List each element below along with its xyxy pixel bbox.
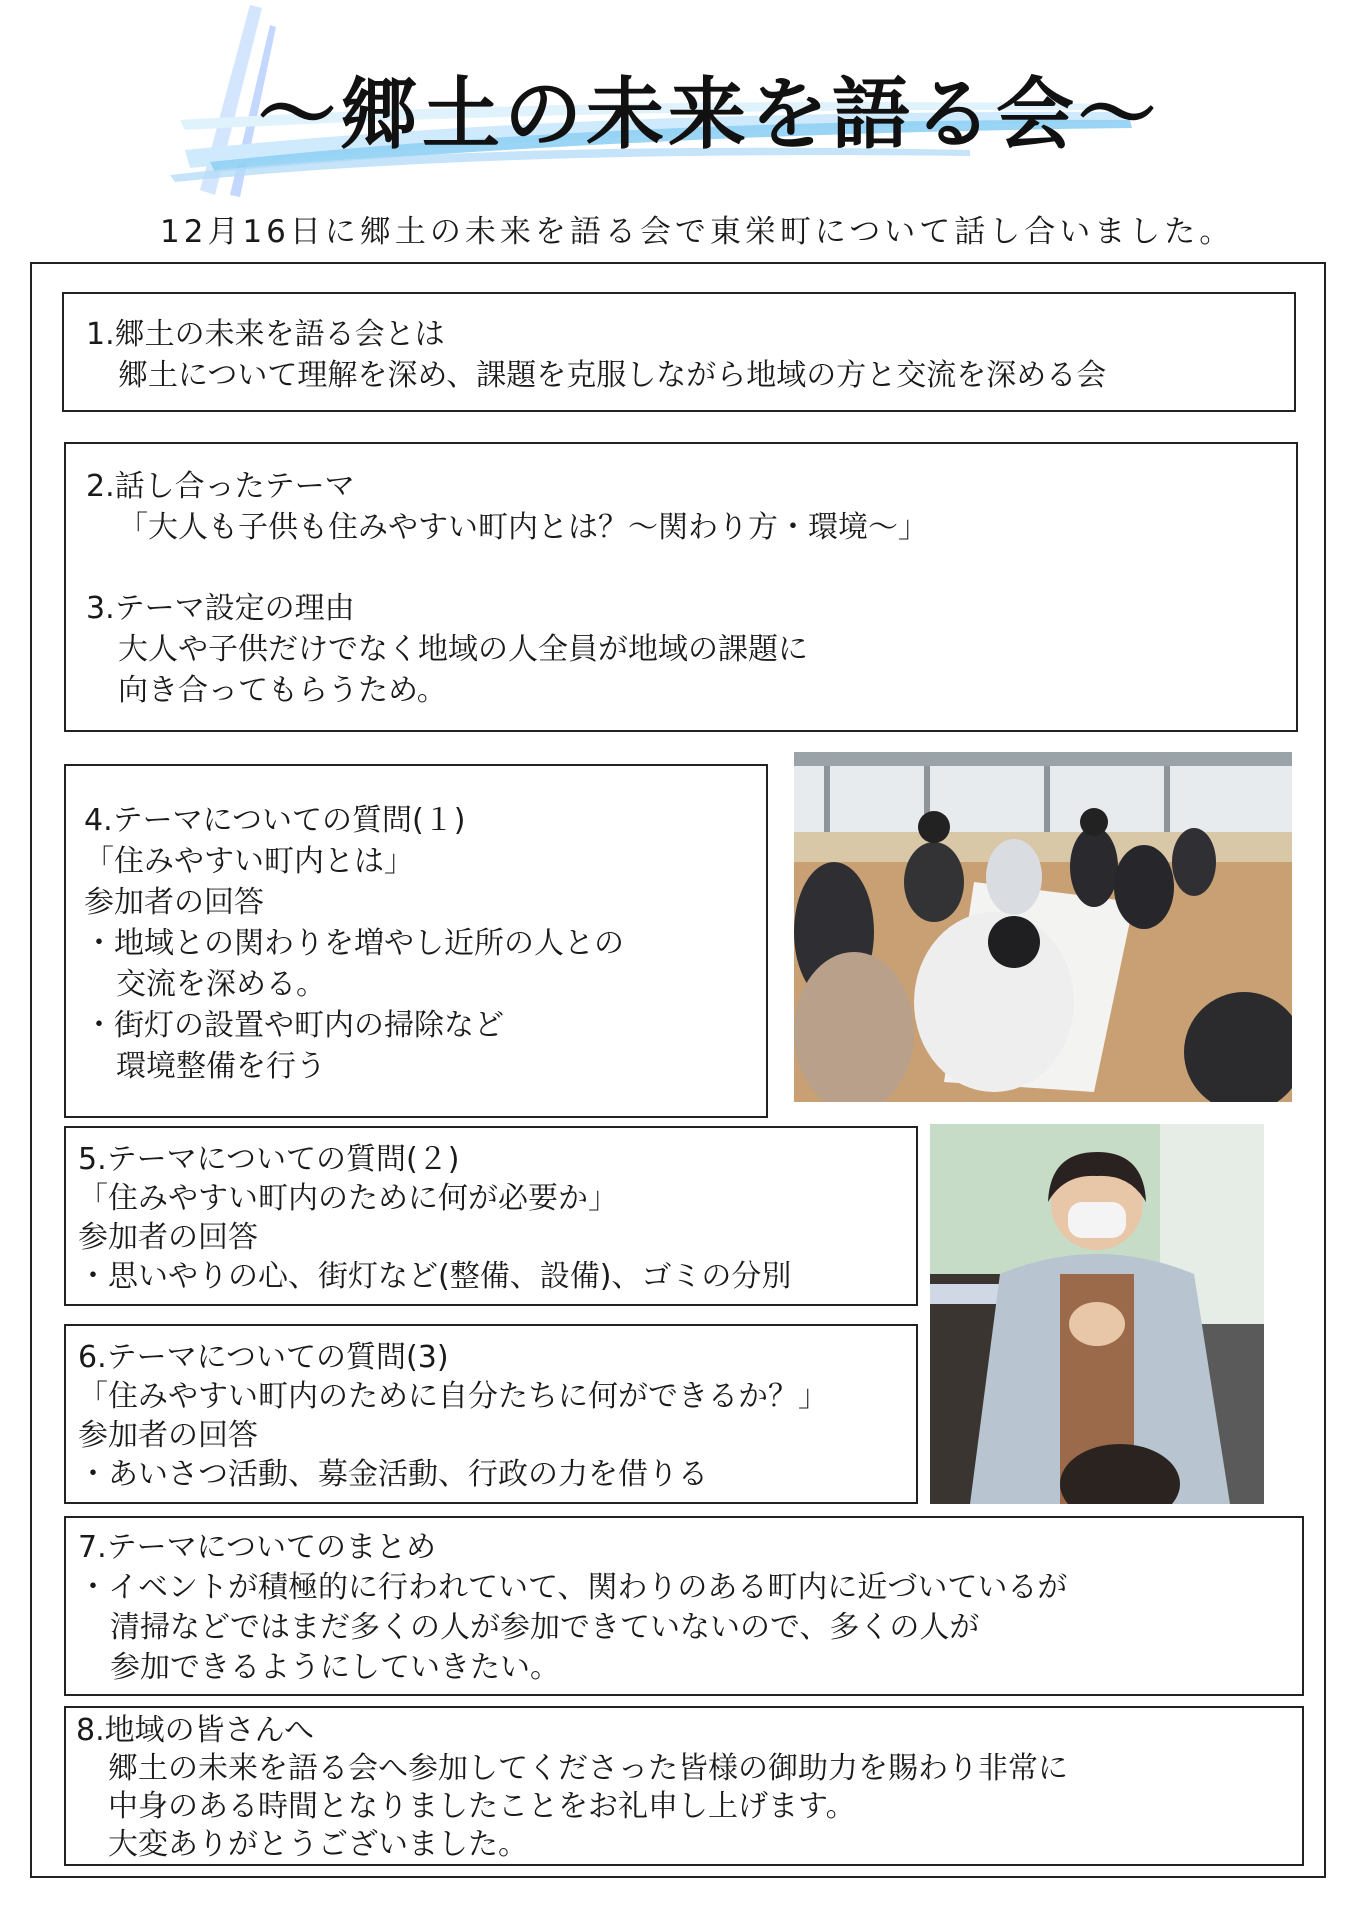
section-7-line: 参加できるようにしていきたい。	[110, 1650, 560, 1685]
section-4-line: ・街灯の設置や町内の掃除など	[84, 1008, 504, 1043]
section-1-body: 郷土について理解を深め、課題を克服しながら地域の方と交流を深める会	[118, 358, 1107, 393]
section-7-line: 清掃などではまだ多くの人が参加できていないので、多くの人が	[110, 1610, 980, 1645]
speaker-photo	[930, 1124, 1264, 1504]
group-discussion-photo	[794, 752, 1292, 1102]
section-6-line: ・あいさつ活動、募金活動、行政の力を借りる	[78, 1457, 708, 1492]
section-2-3-box	[64, 442, 1298, 732]
section-3-heading: 3.テーマ設定の理由	[86, 591, 355, 626]
section-5-box	[64, 1126, 918, 1306]
section-6-heading: 6.テーマについての質問(3)	[78, 1340, 449, 1375]
section-6-box	[64, 1324, 918, 1504]
section-4-line: 環境整備を行う	[116, 1049, 326, 1084]
section-8-box	[64, 1706, 1304, 1866]
section-6-question: 「住みやすい町内のために自分たちに何ができるか？」	[78, 1379, 828, 1414]
section-1-heading: 1.郷土の未来を語る会とは	[86, 317, 445, 352]
page-title: ～郷土の未来を語る会～	[258, 70, 1161, 160]
section-8-line: 大変ありがとうございました。	[108, 1827, 528, 1862]
section-2-body: 「大人も子供も住みやすい町内とは？～関わり方・環境～」	[118, 510, 928, 545]
section-4-heading: 4.テーマについての質問(１)	[84, 803, 466, 838]
section-4-box	[64, 764, 768, 1118]
section-8-heading: 8.地域の皆さんへ	[76, 1713, 315, 1748]
section-5-question: 「住みやすい町内のために何が必要か」	[78, 1181, 618, 1216]
section-8-line: 中身のある時間となりましたことをお礼申し上げます。	[108, 1789, 856, 1824]
section-6-answer-label: 参加者の回答	[78, 1418, 258, 1453]
section-8-line: 郷土の未来を語る会へ参加してくださった皆様の御助力を賜わり非常に	[108, 1751, 1068, 1786]
section-4-question: 「住みやすい町内とは」	[84, 844, 414, 879]
section-5-answer-label: 参加者の回答	[78, 1220, 258, 1255]
section-7-heading: 7.テーマについてのまとめ	[78, 1530, 437, 1565]
section-4-line: 交流を深める。	[116, 967, 326, 1002]
section-7-box	[64, 1516, 1304, 1696]
section-5-line: ・思いやりの心、街灯など(整備、設備)、ゴミの分別	[78, 1259, 792, 1294]
intro-text: 12月16日に郷土の未来を語る会で東栄町について話し合いました。	[160, 214, 1235, 250]
section-4-answer-label: 参加者の回答	[84, 885, 264, 920]
section-2-heading: 2.話し合ったテーマ	[86, 469, 355, 504]
section-3-line: 向き合ってもらうため。	[118, 673, 447, 708]
section-7-line: ・イベントが積極的に行われていて、関わりのある町内に近づいているが	[78, 1570, 1068, 1605]
section-4-line: ・地域との関わりを増やし近所の人との	[84, 926, 624, 961]
section-1-box	[62, 292, 1296, 412]
title-area	[170, 0, 1161, 205]
section-5-heading: 5.テーマについての質問(２)	[78, 1142, 460, 1177]
section-3-line: 大人や子供だけでなく地域の人全員が地域の課題に	[118, 632, 808, 667]
